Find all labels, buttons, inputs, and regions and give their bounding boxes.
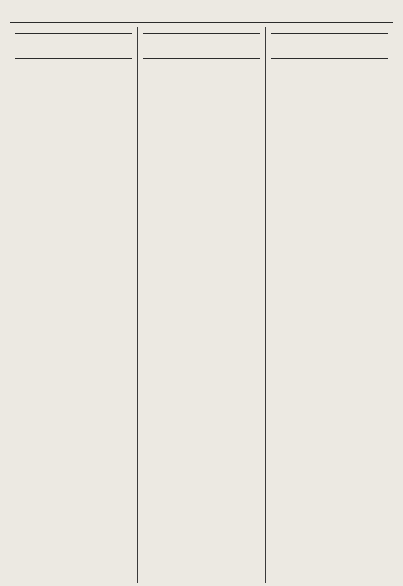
section-headline bbox=[143, 33, 260, 59]
section-headline bbox=[271, 33, 388, 59]
section-headline bbox=[15, 33, 132, 59]
column-right bbox=[265, 27, 393, 583]
header-rule bbox=[10, 22, 393, 23]
masthead bbox=[10, 8, 393, 20]
article-columns bbox=[10, 27, 393, 583]
column-left bbox=[10, 27, 137, 583]
column-middle bbox=[137, 27, 265, 583]
